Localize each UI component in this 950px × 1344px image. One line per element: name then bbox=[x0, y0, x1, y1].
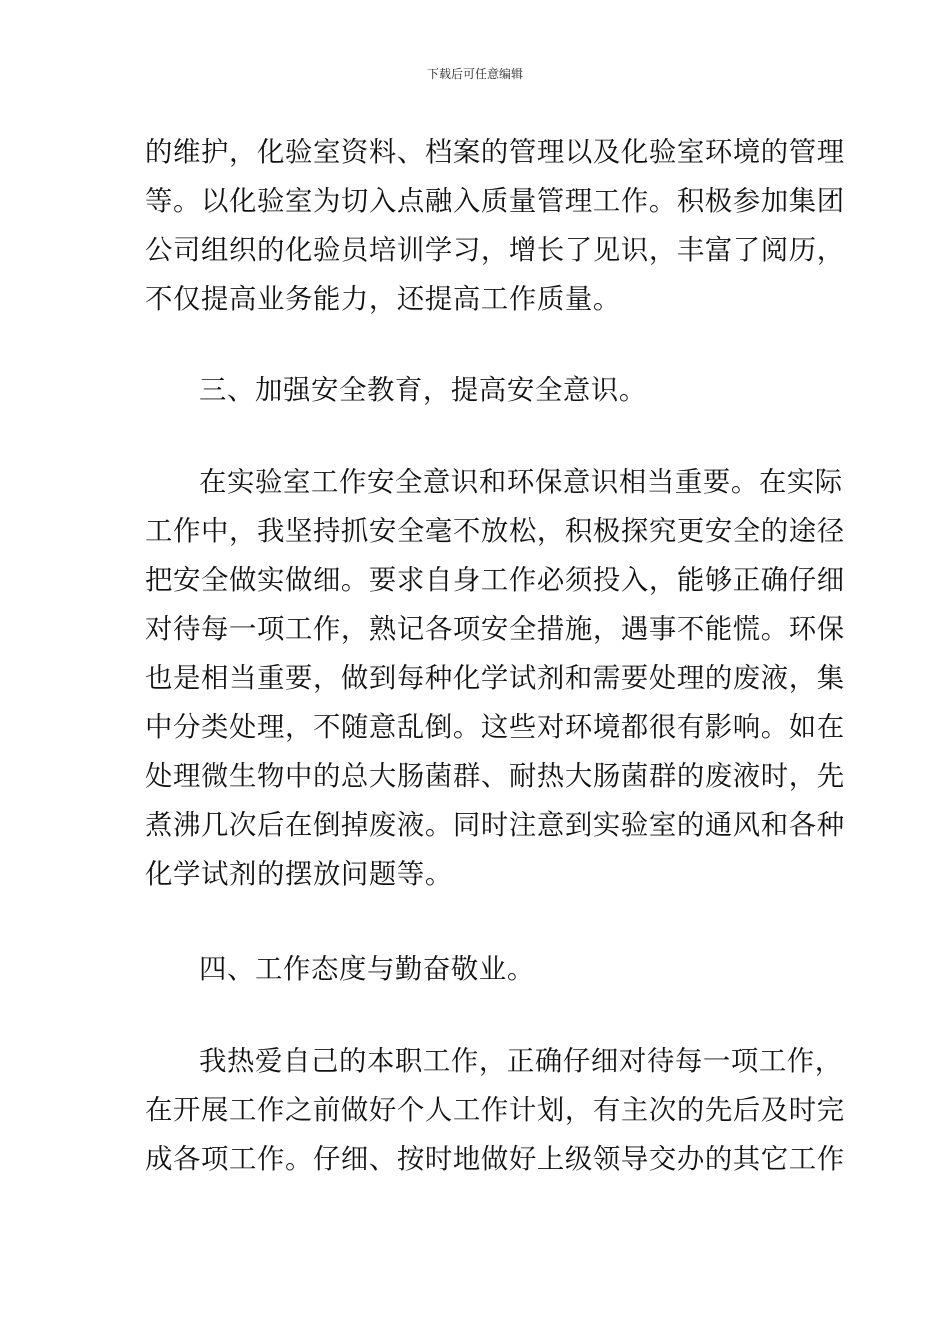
text-line: 化学试剂的摆放问题等。 bbox=[145, 859, 453, 890]
text-line: 公司组织的化验员培训学习，增长了见识，丰富了阅历， bbox=[145, 235, 845, 266]
text-line: 煮沸几次后在倒掉废液。同时注意到实验室的通风和各种 bbox=[145, 810, 845, 841]
text-line: 工作中，我坚持抓安全毫不放松，积极探究更安全的途径 bbox=[145, 516, 845, 547]
text-line: 把安全做实做细。要求自身工作必须投入，能够正确仔细 bbox=[145, 565, 845, 596]
text-line: 我热爱自己的本职工作，正确仔细对待每一项工作， bbox=[199, 1046, 843, 1077]
text-line: 等。以化验室为切入点融入质量管理工作。积极参加集团 bbox=[145, 186, 845, 217]
text-line: 的维护，化验室资料、档案的管理以及化验室环境的管理 bbox=[145, 137, 845, 168]
section-heading-safety bbox=[145, 366, 807, 415]
text-line: 对待每一项工作，熟记各项安全措施，遇事不能慌。环保 bbox=[145, 614, 845, 645]
paragraph-safety bbox=[145, 458, 845, 899]
heading-line: 三、加强安全教育，提高安全意识。 bbox=[199, 375, 647, 406]
document-body bbox=[145, 128, 845, 1184]
text-line: 在实验室工作安全意识和环保意识相当重要。在实际 bbox=[199, 467, 843, 498]
paragraph-lab-maintenance bbox=[145, 128, 845, 324]
section-heading-attitude bbox=[145, 945, 807, 994]
download-note: 下载后可任意编辑 bbox=[426, 67, 523, 81]
text-line: 中分类处理，不随意乱倒。这些对环境都很有影响。如在 bbox=[145, 712, 845, 743]
text-line: 也是相当重要，做到每种化学试剂和需要处理的废液，集 bbox=[145, 663, 845, 694]
text-line: 成各项工作。仔细、按时地做好上级领导交办的其它工作 bbox=[145, 1144, 845, 1175]
paragraph-attitude bbox=[145, 1037, 845, 1184]
text-line: 在开展工作之前做好个人工作计划，有主次的先后及时完 bbox=[145, 1095, 845, 1126]
text-line: 处理微生物中的总大肠菌群、耐热大肠菌群的废液时，先 bbox=[145, 761, 845, 792]
heading-line: 四、工作态度与勤奋敬业。 bbox=[199, 954, 535, 985]
text-line: 不仅提高业务能力，还提高工作质量。 bbox=[145, 284, 621, 315]
